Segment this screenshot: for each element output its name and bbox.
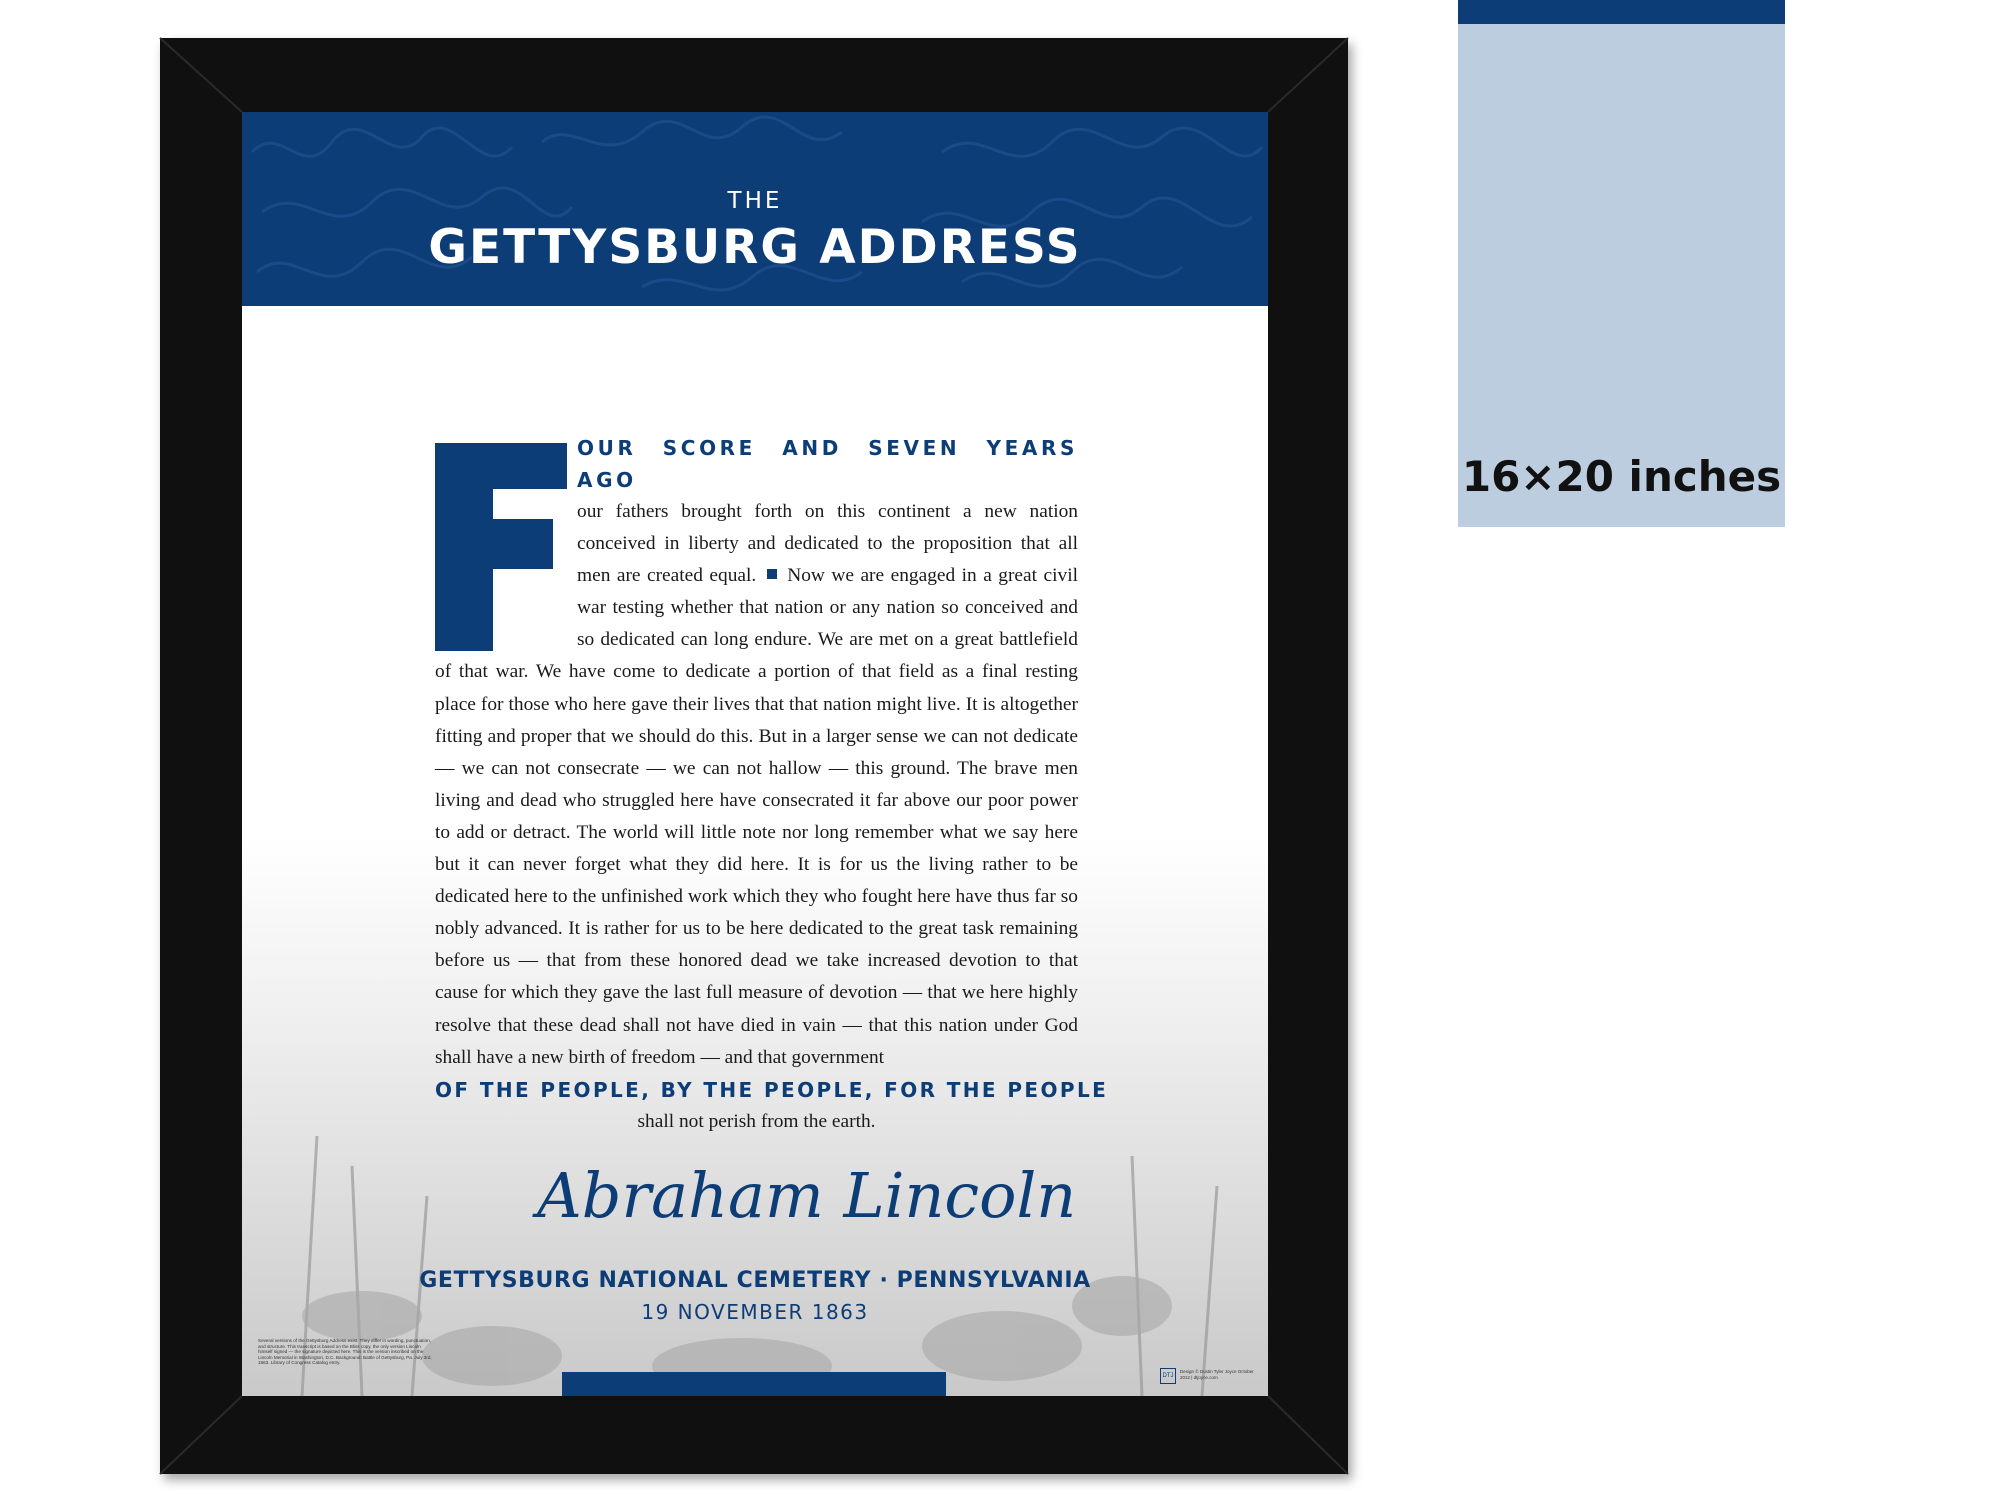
signature-text: Abraham Lincoln — [537, 1159, 1077, 1232]
footnote-right — [1160, 1368, 1260, 1384]
designer-credit: Design © Dustin Tyler Joyce October 2012 | dtjoyce.com — [1180, 1369, 1254, 1380]
date-line: 19 NOVEMBER 1863 — [641, 1300, 869, 1324]
body-part-1: our fathers brought forth on this continent a new nation conceived in liberty and dedicated to the proposition that all men are created equal. — [577, 501, 1078, 587]
paragraph-square-icon — [767, 569, 777, 579]
location-line: GETTYSBURG NATIONAL CEMETERY · PENNSYLVANIA — [419, 1268, 1091, 1293]
footnote-left: Several versions of the Gettysburg Address exist. They differ in wording, punctuation, and structure. This transcript is based on the Bliss copy, the only version Lincoln himself signed — the signature depicted here. This is the version inscribed on the Lincoln Memorial in Washington, D.C. Background: Battle of Gettysburg, Pa. July 3rd, 1863. Library of Congress Catalog entry. — [258, 1338, 432, 1366]
dropcap-f — [435, 443, 567, 651]
swatch-top-bar — [1458, 0, 1785, 24]
closing-line: shall not perish from the earth. — [637, 1110, 876, 1132]
lead-caps: OUR SCORE AND SEVEN YEARS AGO — [577, 436, 1078, 492]
size-label: 16×20 inches — [1461, 452, 1782, 501]
designer-logo: DTJ — [1160, 1368, 1176, 1384]
poster-title: GETTYSBURG ADDRESS — [428, 220, 1082, 275]
poster — [242, 112, 1268, 1396]
lincoln-signature — [527, 1137, 1077, 1247]
title-banner — [242, 112, 1268, 306]
bottom-tab — [562, 1372, 946, 1396]
address-text — [435, 432, 1109, 1138]
body-part-2: Now we are engaged in a great civil war testing whether that nation or any nation so conceived and so dedicated can long endure. We are met on a great battlefield of that war. We have come to dedicate a portion of that field as a final resting place for those who here gave their lives that that nation might live. It is altogether fitting and proper that we should do this. But in a larger sense we can not dedicate — we can not consecrate — we can not hallow — this ground. The brave men living and dead who struggled here have consecrated it far above our poor power to add or detract. The world will little note nor long remember what we say here but it can never forget what they did here. It is for us the living rather to be dedicated here to the unfinished work which they who fought here have thus far so nobly advanced. It is rather for us to be here dedicated to the great task remaining before us — that from these honored dead we take increased devotion to that cause for which they gave the last full measure of devotion — that we here highly resolve that these dead shall not have died in vain — that this nation under God shall have a new birth of freedom — and that government — [435, 565, 1078, 1068]
title-the: THE — [727, 188, 783, 214]
people-line: OF THE PEOPLE, BY THE PEOPLE, FOR THE PEOPLE — [435, 1077, 1109, 1102]
size-swatch — [1458, 0, 1785, 527]
picture-frame — [160, 38, 1348, 1474]
